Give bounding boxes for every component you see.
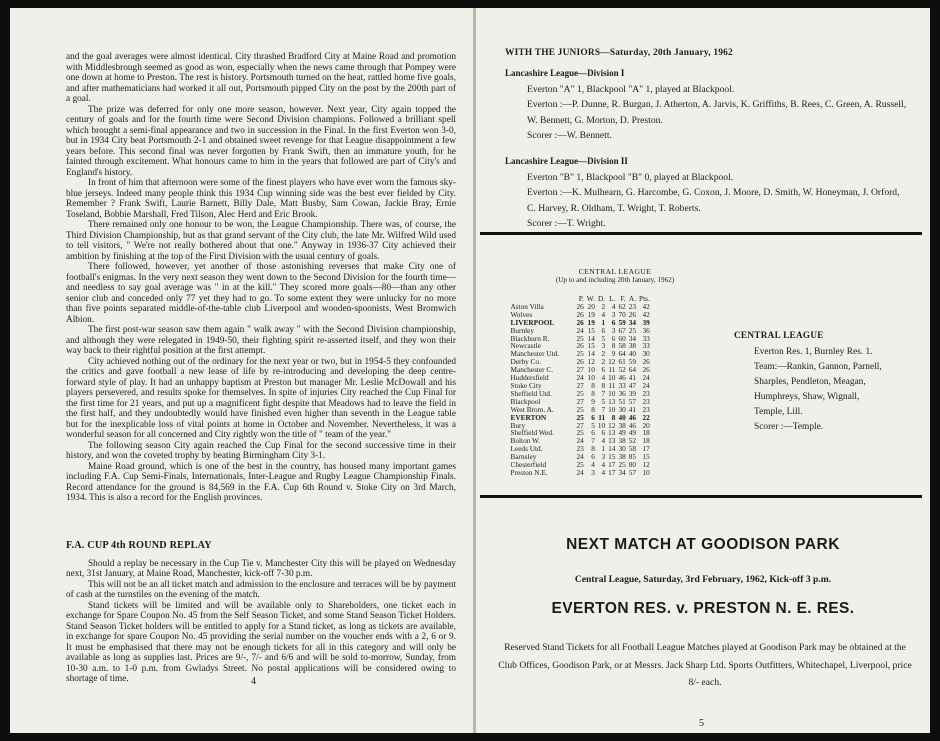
table-cell: 10 <box>597 420 606 430</box>
table-cell: 2 <box>601 349 606 359</box>
table-cell: 3 <box>601 452 606 462</box>
table-cell: 58 <box>618 341 626 351</box>
table-cell: 7 <box>591 436 595 446</box>
table-cell: 23 <box>628 301 637 311</box>
team-name: Huddersfield <box>510 373 549 383</box>
central-league-result <box>734 328 884 435</box>
table-cell: 38 <box>628 341 637 351</box>
table-cell: 18 <box>642 428 650 438</box>
article-paragraph: The following season City again reached the Cup Final for the second successive time in their history, and won the coveted trophy by beating Birmingham City 3-1. <box>66 440 456 461</box>
table-cell: 6 <box>601 365 606 375</box>
table-cell: 17 <box>608 460 616 470</box>
table-cell: 34 <box>618 467 626 477</box>
table-cell: 25 <box>618 460 626 470</box>
table-cell: 27 <box>576 420 584 430</box>
team-name: Blackpool <box>510 396 541 406</box>
table-cell: 4 <box>601 373 606 383</box>
table-cell: 26 <box>576 301 584 311</box>
table-cell: 1 <box>601 444 606 454</box>
team-name: West Brom. A. <box>510 404 554 414</box>
table-cell: 14 <box>587 349 595 359</box>
league-table <box>509 295 651 477</box>
table-cell: 24 <box>576 373 584 383</box>
team-name: EVERTON <box>510 412 547 422</box>
table-cell: 59 <box>628 357 637 367</box>
replay-paragraph: Should a replay be necessary in the Cup Tie v. Manchester City this will be played on Wednesday next, 31st January, at Maine Road, Manchester, kick-off 7-30 p.m. <box>66 558 456 579</box>
team-name: Derby Co. <box>510 357 541 367</box>
table-cell: 24 <box>576 436 584 446</box>
table-cell: 39 <box>628 388 637 398</box>
table-cell: 7 <box>601 388 606 398</box>
table-cell: 12 <box>608 357 616 367</box>
table-cell: 22 <box>642 412 650 422</box>
table-cell: 10 <box>608 404 616 414</box>
division-2-team: Everton :—K. Mulhearn, G. Harcombe, G. Coxon, J. Moore, D. Smith, W. Honeyman, J. Orford, C. Harvey, R. Oldham, T. Wright, T. Roberts. <box>527 187 900 214</box>
table-cell: 59 <box>618 317 626 327</box>
division-2-title: Lancashire League—Division II <box>505 155 628 166</box>
table-cell: 52 <box>628 436 637 446</box>
table-cell: 57 <box>628 396 637 406</box>
juniors-results <box>505 60 910 232</box>
table-cell: 9 <box>611 349 616 359</box>
table-cell: 49 <box>618 428 626 438</box>
table-cell: 34 <box>628 333 637 343</box>
table-cell: 41 <box>628 373 637 383</box>
table-cell: 6 <box>601 428 606 438</box>
section-divider <box>480 495 922 498</box>
table-cell: 4 <box>601 467 606 477</box>
table-cell: 62 <box>618 301 626 311</box>
table-cell: 3 <box>611 325 616 335</box>
team-name: Manchester Utd. <box>510 349 560 359</box>
table-cell: 39 <box>642 317 650 327</box>
column-header: D. <box>598 294 606 303</box>
division-2-result: Everton "B" 1, Blackpool "B" 0, played at Blackpool. <box>527 171 734 183</box>
team-name: Burnley <box>510 325 535 335</box>
table-cell: 36 <box>618 388 626 398</box>
table-cell: 85 <box>628 452 637 462</box>
table-cell: 6 <box>611 317 616 327</box>
table-cell: 8 <box>591 444 595 454</box>
table-cell: 19 <box>587 317 595 327</box>
article-paragraph: and the goal averages were almost identical. City thrashed Bradford City at Maine Road and promotion with Middlesbrough seemed as good as won, especially when the news came through that Pompey were one down at home to Preston. The rest is history. Portsmouth turned on the heat, rattled home five goals, and after mathematicians had worked it all out, Portsmouth pipped City on the post by the 200th part of a goal. <box>66 52 456 104</box>
article-paragraph: City achieved nothing out of the ordinary for the next year or two, but in 1954-5 they confounded the critics and gave football a new lease of life by re-introducing and developing the deep centre-forward style of play. It had an unhappy baptism at Preston but manager Mr. Leslie McDowall and his players persevered, and results spoke for themselves. In spite of injuries City reached the Cup Final for the first time for 21 years, and put up a magnificent fight despite that Meadows had to leave the field in the first half, and they undoubtedly would have finished even higher than seventh in the League table but for the inexplicable loss of vital points at home in October and November. Nevertheless, it was a wonderful season for all concerned and City rightly won the title of " team of the year." <box>66 356 456 440</box>
league-table-subtitle: (Up to and including 20th January, 1962) <box>555 276 675 284</box>
table-cell: 23 <box>642 388 650 398</box>
table-cell: 46 <box>628 412 637 422</box>
replay-paragraph: This will not be an all ticket match and admission to the enclosure and terraces will be by payment of cash at the turnstiles on the evening of the match. <box>66 579 456 600</box>
column-header: W. <box>586 294 595 303</box>
league-table-title: CENTRAL LEAGUE <box>578 267 652 276</box>
right-page <box>476 8 930 733</box>
table-cell: 5 <box>591 420 595 430</box>
next-match-title: NEXT MATCH AT GOODISON PARK <box>566 536 840 553</box>
table-cell: 30 <box>642 349 650 359</box>
page-number: 5 <box>699 718 704 729</box>
table-cell: 58 <box>628 444 637 454</box>
table-cell: 15 <box>608 452 616 462</box>
table-cell: 3 <box>591 467 595 477</box>
table-cell: 36 <box>642 325 650 335</box>
table-cell: 10 <box>587 365 595 375</box>
ticket-info: Reserved Stand Tickets for all Football League Matches played at Goodison Park may be obtained at the Club Offices, Goodison Park, or at Messrs. Jack Sharp Ltd. Sports Outfitters, Whitechapel, Liverpool, price 8/- each. <box>498 642 912 688</box>
table-cell: 14 <box>587 333 595 343</box>
table-cell: 61 <box>618 357 626 367</box>
table-cell: 51 <box>618 396 626 406</box>
table-cell: 49 <box>628 428 637 438</box>
page-number: 4 <box>251 676 256 687</box>
league-table-body <box>509 303 651 477</box>
table-cell: 6 <box>591 428 595 438</box>
table-cell: 4 <box>601 309 606 319</box>
table-cell: 26 <box>576 309 584 319</box>
team-name: Leeds Utd. <box>510 444 543 454</box>
table-cell: 41 <box>628 404 637 414</box>
column-header: L. <box>609 294 616 303</box>
table-cell: 30 <box>618 444 626 454</box>
table-cell: 34 <box>628 317 637 327</box>
table-cell: 38 <box>618 452 626 462</box>
table-cell: 24 <box>576 467 584 477</box>
team-name: Stoke City <box>510 380 542 390</box>
table-cell: 3 <box>601 341 606 351</box>
table-cell: 15 <box>642 452 650 462</box>
table-cell: 67 <box>618 325 626 335</box>
replay-heading: F.A. CUP 4th ROUND REPLAY <box>66 540 212 551</box>
table-row <box>509 469 651 477</box>
table-cell: 25 <box>576 349 584 359</box>
table-cell: 38 <box>618 436 626 446</box>
central-league-team: Team:—Rankin, Gannon, Parnell, Sharples, Pendleton, Meagan, Humphreys, Shaw, Wignall, Temple, Lill. <box>754 362 882 417</box>
table-cell: 27 <box>576 380 584 390</box>
table-cell: 10 <box>642 467 650 477</box>
column-header: F. <box>620 294 626 303</box>
table-cell: 12 <box>642 460 650 470</box>
column-header: P. <box>578 294 584 303</box>
table-cell: 6 <box>591 412 595 422</box>
table-cell: 1 <box>601 317 606 327</box>
table-cell: 23 <box>642 396 650 406</box>
central-league-scorer: Scorer :—Temple. <box>754 422 824 432</box>
table-cell: 18 <box>642 436 650 446</box>
table-cell: 26 <box>576 341 584 351</box>
table-cell: 20 <box>587 301 595 311</box>
table-cell: 24 <box>576 325 584 335</box>
table-cell: 24 <box>642 380 650 390</box>
team-name: Bolton W. <box>510 436 541 446</box>
table-cell: 9 <box>591 396 595 406</box>
team-name: Wolves <box>510 309 533 319</box>
table-cell: 10 <box>608 373 616 383</box>
table-cell: 25 <box>576 404 584 414</box>
table-cell: 4 <box>601 460 606 470</box>
table-cell: 25 <box>576 333 584 343</box>
table-cell: 10 <box>608 388 616 398</box>
table-cell: 26 <box>642 357 650 367</box>
table-cell: 60 <box>618 333 626 343</box>
table-cell: 13 <box>608 396 616 406</box>
table-cell: 26 <box>576 357 584 367</box>
table-cell: 20 <box>642 420 650 430</box>
table-cell: 57 <box>628 467 637 477</box>
division-1-result: Everton "A" 1, Blackpool "A" 1, played at Blackpool. <box>527 83 735 95</box>
team-name: LIVERPOOL <box>510 317 555 327</box>
table-cell: 13 <box>608 436 616 446</box>
table-cell: 7 <box>601 404 606 414</box>
table-cell: 8 <box>591 388 595 398</box>
column-header: Pts. <box>639 294 650 303</box>
table-cell: 52 <box>618 365 626 375</box>
article-paragraph: There remained only one honour to be won, the League Championship. There was, of course, the Third Division Championship, but as that grand servant of the City club, the late Mr. Wilfred Wild used to tell visitors, " We're not really bothered about that one." Anyway in 1936-37 City achieved their ambition by finishing at the top of the First Division with the usual century of goals. <box>66 220 456 262</box>
article-paragraph: The first post-war season saw them again " walk away " with the Second Division championship, and although they were relegated in 1949-50, their fighting spirit re-asserted itself, and they won their way back to their rightful position at the first attempt. <box>66 325 456 356</box>
table-cell: 4 <box>601 436 606 446</box>
table-cell: 4 <box>591 460 595 470</box>
table-cell: 42 <box>642 309 650 319</box>
team-name: Newcastle <box>510 341 541 351</box>
table-cell: 11 <box>598 412 606 422</box>
table-cell: 24 <box>642 373 650 383</box>
article-paragraph: The prize was deferred for only one more season, however. Next year, City again topped the century of goals and for the fourth time were Second Division champions. Followed a brilliant spell which brought a semi-final appearance and two in succession in the Final. In the first Everton won 3-0, but in 1934 City beat Portsmouth 2-1 and obtained sweet revenge for that League disappointment a few years before. This second final was never forgotten by Frank Swift, then an immature youth, for he fainted through excitement. What honours came to him in the years that followed are part of City's and England's history. <box>66 104 456 178</box>
central-league-score: Everton Res. 1, Burnley Res. 1. <box>754 347 873 357</box>
table-cell: 12 <box>587 357 595 367</box>
team-name: Preston N.E. <box>510 467 548 477</box>
table-cell: 8 <box>591 380 595 390</box>
table-cell: 24 <box>576 452 584 462</box>
section-divider <box>480 232 922 235</box>
table-cell: 15 <box>587 325 595 335</box>
table-cell: 30 <box>618 404 626 414</box>
team-name: Chesterfield <box>510 460 547 470</box>
table-cell: 11 <box>608 380 616 390</box>
table-cell: 33 <box>642 341 650 351</box>
table-cell: 15 <box>587 341 595 351</box>
team-name: Sheffield Wed. <box>510 428 554 438</box>
table-cell: 23 <box>642 404 650 414</box>
table-cell: 13 <box>608 428 616 438</box>
table-cell: 64 <box>618 349 626 359</box>
left-page <box>10 8 473 733</box>
table-cell: 64 <box>628 365 637 375</box>
table-cell: 17 <box>608 467 616 477</box>
division-2-scorer: Scorer :—T. Wright. <box>527 218 606 230</box>
table-cell: 17 <box>642 444 650 454</box>
table-cell: 25 <box>576 428 584 438</box>
table-cell: 12 <box>608 420 616 430</box>
article-body <box>66 52 456 504</box>
table-cell: 8 <box>591 404 595 414</box>
next-match-detail: Central League, Saturday, 3rd February, 1962, Kick-off 3 p.m. <box>574 574 832 585</box>
team-name: Blackburn R. <box>510 333 550 343</box>
table-cell: 33 <box>642 333 650 343</box>
replay-section <box>66 541 456 685</box>
article-paragraph: Maine Road ground, which is one of the best in the country, has housed many important games including F.A. Cup Semi-Finals, Internationals, Inter-League and Rugby League Championship Finals. Record attendance for the ground is 84,569 in the F.A. Cup 6th Round v. Stoke City on 3rd March, 1934. This is also a record for the English provinces. <box>66 461 456 503</box>
central-league-title: CENTRAL LEAGUE <box>734 330 824 340</box>
table-cell: 46 <box>628 420 637 430</box>
table-cell: 47 <box>628 380 637 390</box>
column-header: A. <box>628 294 637 303</box>
team-name: Sheffield Utd. <box>510 388 552 398</box>
team-name: Bury <box>510 420 526 430</box>
table-cell: 25 <box>576 412 584 422</box>
table-cell: 6 <box>601 325 606 335</box>
table-cell: 14 <box>608 444 616 454</box>
table-cell: 40 <box>618 412 626 422</box>
table-cell: 26 <box>642 365 650 375</box>
article-paragraph: In front of him that afternoon were some of the finest players who have ever worn the famous sky-blue jerseys. Indeed many people think this 1934 Cup winning side was the best ever fielded by City. Remember ? Frank Swift, Laurie Barnett, Billy Dale, Matt Busby, Sam Cowan, Jackie Bray, Ernie Toseland, Bobbie Marshall, Fred Tilson, Alec Herd and Eric Brook. <box>66 178 456 220</box>
table-cell: 8 <box>601 380 606 390</box>
team-name: Manchester C. <box>510 365 554 375</box>
table-cell: 8 <box>611 341 616 351</box>
table-cell: 33 <box>618 380 626 390</box>
league-table-caption <box>520 267 710 285</box>
table-cell: 19 <box>587 309 595 319</box>
table-cell: 25 <box>628 325 637 335</box>
table-cell: 38 <box>618 420 626 430</box>
table-cell: 46 <box>618 373 626 383</box>
table-cell: 27 <box>576 365 584 375</box>
table-cell: 42 <box>642 301 650 311</box>
table-cell: 5 <box>601 396 606 406</box>
table-cell: 25 <box>576 388 584 398</box>
division-1-team: Everton :—P. Dunne, R. Burgan, J. Atherton, A. Jarvis, K. Griffiths, B. Rees, C. Green, A. Russell, W. Bennett, G. Morton, D. Preston. <box>527 99 907 126</box>
next-match-fixture: EVERTON RES. v. PRESTON N. E. RES. <box>551 600 855 617</box>
table-cell: 8 <box>611 412 616 422</box>
article-paragraph: There followed, however, yet another of those astonishing reverses that make City one of football's enigmas. In the very next season they went down to the Second Division for the fourth time—and needless to say goal average was " in at the kill." They scored more goals—80—than any other senior club and conceded only 77 yet they had to go. To some extent they were unlucky for no more than five points separated middle-of-the-table club Liverpool and wooden-spoonists, West Bromwich Albion. <box>66 262 456 325</box>
table-cell: 2 <box>601 301 606 311</box>
division-1-scorer: Scorer :—W. Bennett. <box>527 130 612 142</box>
table-cell: 80 <box>628 460 637 470</box>
table-cell: 23 <box>576 444 584 454</box>
replay-paragraph: Stand tickets will be limited and will be available only to Shareholders, one ticket each in exchange for Spare Coupon No. 45 from the Self Season Ticket, and some Stand Season Ticket Holders. Stand Season Ticket holders will be entitled to apply for a Stand ticket, as long as tickets are available, in exchange for spare Coupon No. 45 providing the serial number on the voucher ends with a 2, 6 or 9. It must be emphasised that there may not be enough tickets for all in this category and will only be available as long as supplies last. Prices are 9/-, 7/- and 6/6 and will be sold to-morrow, Sunday, from 10-30 a.m. to 1-0 p.m. from Gwladys Street. No postal applications will be considered owing to shortage of time. <box>66 600 456 684</box>
division-1-title: Lancashire League—Division I <box>505 68 625 78</box>
juniors-heading: WITH THE JUNIORS—Saturday, 20th January, 1962 <box>505 48 733 58</box>
table-cell: 5 <box>601 333 606 343</box>
table-cell: 70 <box>618 309 626 319</box>
table-cell: 26 <box>628 309 637 319</box>
table-cell: 40 <box>628 349 637 359</box>
table-cell: 6 <box>591 452 595 462</box>
table-cell: 25 <box>576 460 584 470</box>
table-cell: 3 <box>611 309 616 319</box>
team-name: Barnsley <box>510 452 537 462</box>
table-cell: 11 <box>608 365 616 375</box>
team-name: Aston Villa <box>510 301 544 311</box>
table-cell: 2 <box>601 357 606 367</box>
table-cell: 26 <box>576 317 584 327</box>
table-cell: 4 <box>611 301 616 311</box>
table-cell: 10 <box>587 373 595 383</box>
table-cell: 27 <box>576 396 584 406</box>
table-cell: 6 <box>611 333 616 343</box>
